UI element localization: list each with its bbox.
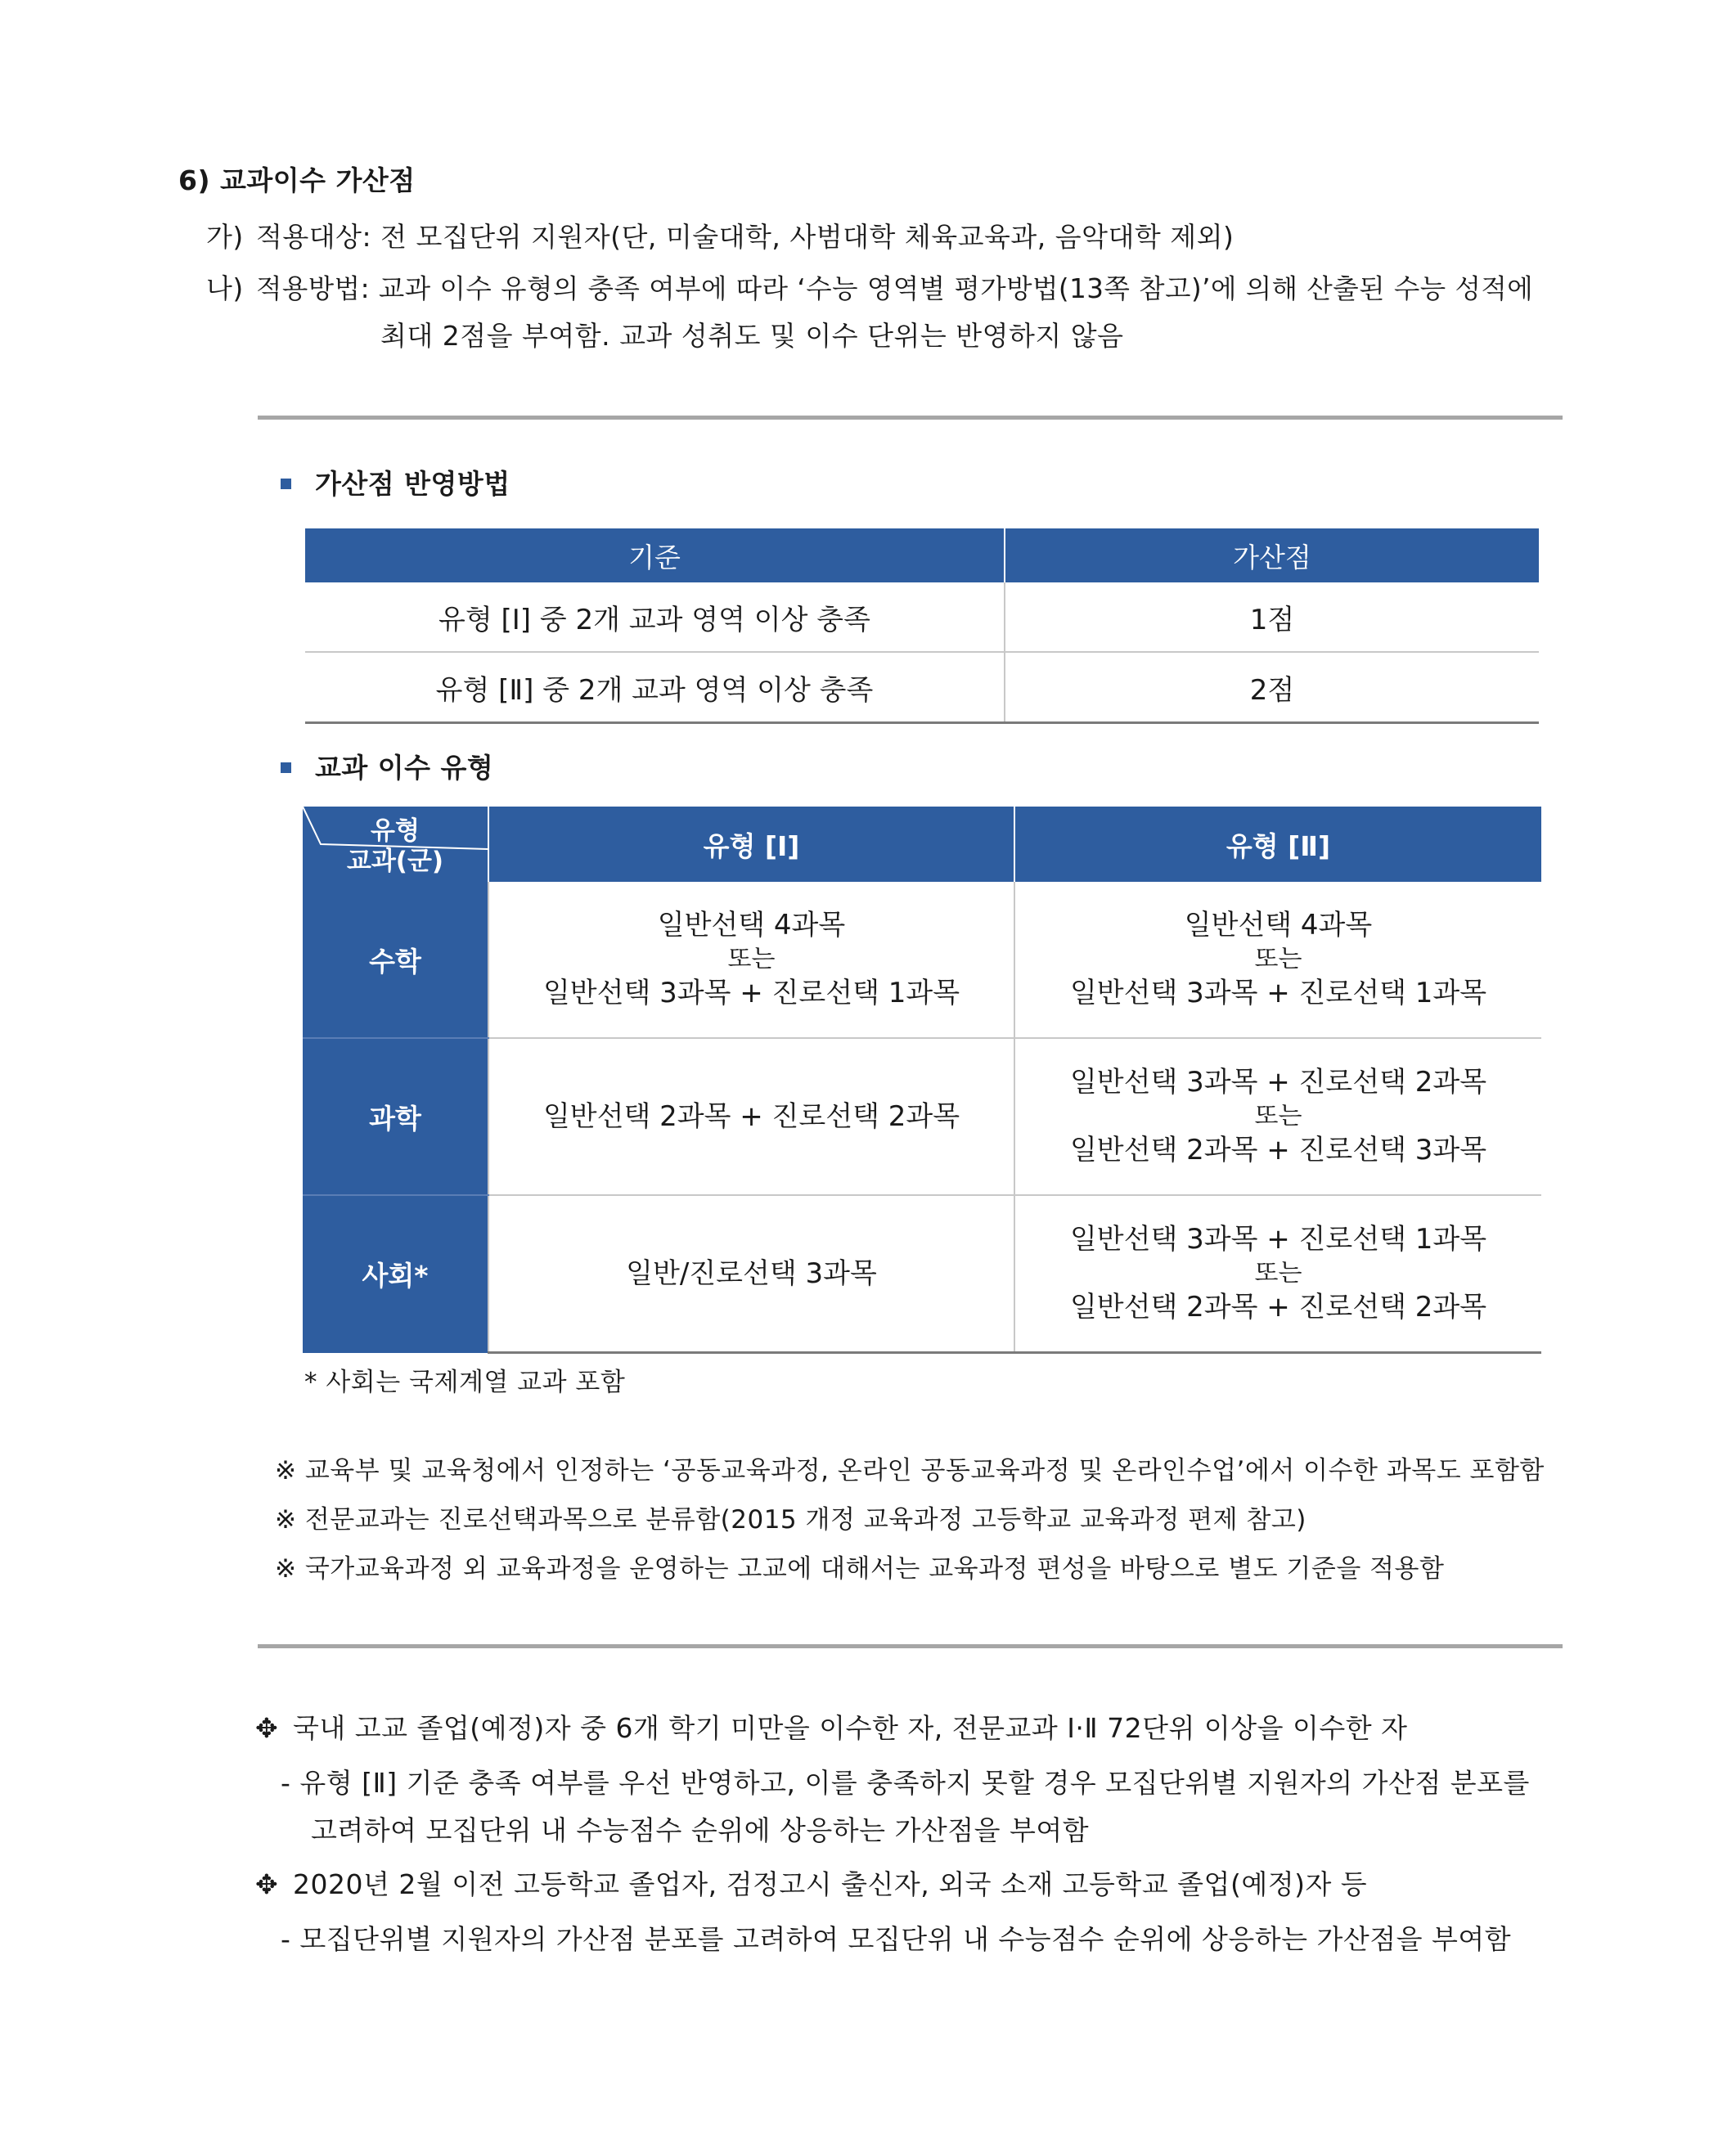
or-label: 또는 [1254,945,1302,973]
table-row [305,582,1539,652]
requirement-line: 일반선택 3과목 + 진로선택 1과목 [542,977,960,1009]
case-2-text: 2020년 2월 이전 고등학교 졸업자, 검정고시 출신자, 외국 소재 고등학교 졸업(예정)자 등 [293,1868,1368,1900]
social-type1-cell [488,1195,1014,1353]
or-label: 또는 [1254,1259,1302,1288]
or-label: 또는 [727,945,776,973]
case-1-detail-line2: 고려하여 모집단위 내 수능점수 순위에 상응하는 가산점을 부여함 [311,1814,1090,1846]
clover-bullet-icon: ✥ [255,1712,279,1744]
note-line: ※ 전문교과는 진로선택과목으로 분류함(2015 개정 교육과정 고등학교 교육과정 편제 참고) [275,1505,1306,1535]
corner-type-label: 유형 [371,816,420,846]
item-na-label: 나) [206,272,244,304]
header-criteria: 기준 [305,528,1005,582]
top-divider [258,416,1563,420]
table-row [303,1038,1541,1195]
requirement-line: 일반선택 2과목 + 진로선택 3과목 [1069,1134,1487,1166]
social-type2-cell [1014,1195,1541,1353]
table-row [305,652,1539,723]
bonus-cell: 2점 [1005,652,1539,723]
science-type2-cell [1014,1038,1541,1195]
corner-subject-label: 교과(군) [346,847,444,876]
item-ga-label: 가) [206,221,244,253]
course-types-table [303,807,1541,1354]
subject-science: 과학 [303,1038,488,1195]
requirement-line: 일반선택 3과목 + 진로선택 1과목 [1069,977,1487,1009]
criteria-cell: 유형 [Ⅰ] 중 2개 교과 영역 이상 충족 [305,582,1005,652]
requirement-line: 일반선택 3과목 + 진로선택 1과목 [1069,1223,1487,1256]
bonus-method-table [305,528,1539,724]
case-1-text: 국내 고교 졸업(예정)자 중 6개 학기 미만을 이수한 자, 전문교과 Ⅰ·Ⅱ 72단위 이상을 이수한 자 [293,1712,1408,1744]
criteria-cell: 유형 [Ⅱ] 중 2개 교과 영역 이상 충족 [305,652,1005,723]
case-1-detail-line1: - 유형 [Ⅱ] 기준 충족 여부를 우선 반영하고, 이를 충족하지 못할 경우 모집단위별 지원자의 가산점 분포를 [281,1767,1530,1799]
requirement-line: 일반선택 4과목 [1184,909,1373,942]
bonus-cell: 1점 [1005,582,1539,652]
case-2-detail-line1: - 모집단위별 지원자의 가산점 분포를 고려하여 모집단위 내 수능점수 순위에 상응하는 가산점을 부여함 [281,1923,1512,1955]
requirement-line: 일반선택 2과목 + 진로선택 2과목 [1069,1291,1487,1324]
note-line: ※ 국가교육과정 외 교육과정을 운영하는 고교에 대해서는 교육과정 편성을 바탕으로 별도 기준을 적용함 [275,1554,1445,1584]
square-bullet-icon [281,762,291,773]
header-bonus: 가산점 [1005,528,1539,582]
bonus-method-title: 가산점 반영방법 [315,468,510,500]
table-header-row [303,807,1541,882]
math-type1-cell [488,882,1014,1038]
note-line: ※ 교육부 및 교육청에서 인정하는 ‘공동교육과정, 온라인 공동교육과정 및 온라인수업’에서 이수한 과목도 포함함 [275,1456,1545,1486]
table-row [303,882,1541,1038]
math-type2-cell [1014,882,1541,1038]
table-footnote: * 사회는 국제계열 교과 포함 [304,1368,626,1397]
item-na-line2: 최대 2점을 부여함. 교과 성취도 및 이수 단위는 반영하지 않음 [380,320,1124,352]
science-type1-cell [488,1038,1014,1195]
requirement-line: 일반선택 2과목 + 진로선택 2과목 [542,1099,960,1133]
corner-header [303,807,488,882]
clover-bullet-icon: ✥ [255,1868,279,1900]
or-label: 또는 [1254,1102,1302,1130]
course-types-title: 교과 이수 유형 [315,752,494,784]
subject-social: 사회* [303,1195,488,1353]
section-heading: 6) 교과이수 가산점 [178,164,416,196]
item-ga-text: 적용대상: 전 모집단위 지원자(단, 미술대학, 사범대학 체육교육과, 음악대학 제외) [256,221,1235,253]
bottom-divider [258,1644,1563,1648]
requirement-line: 일반/진로선택 3과목 [626,1256,877,1290]
header-type-2: 유형 [Ⅱ] [1014,807,1541,882]
square-bullet-icon [281,479,291,489]
requirement-line: 일반선택 4과목 [657,909,846,942]
table-row [303,1195,1541,1353]
header-type-1: 유형 [Ⅰ] [488,807,1014,882]
subject-math: 수학 [303,882,488,1038]
requirement-line: 일반선택 3과목 + 진로선택 2과목 [1069,1066,1487,1099]
table-header-row [305,528,1539,582]
item-na-line1: 적용방법: 교과 이수 유형의 충족 여부에 따라 ‘수능 영역별 평가방법(13쪽 참고)’에 의해 산출된 수능 성적에 [256,273,1534,304]
